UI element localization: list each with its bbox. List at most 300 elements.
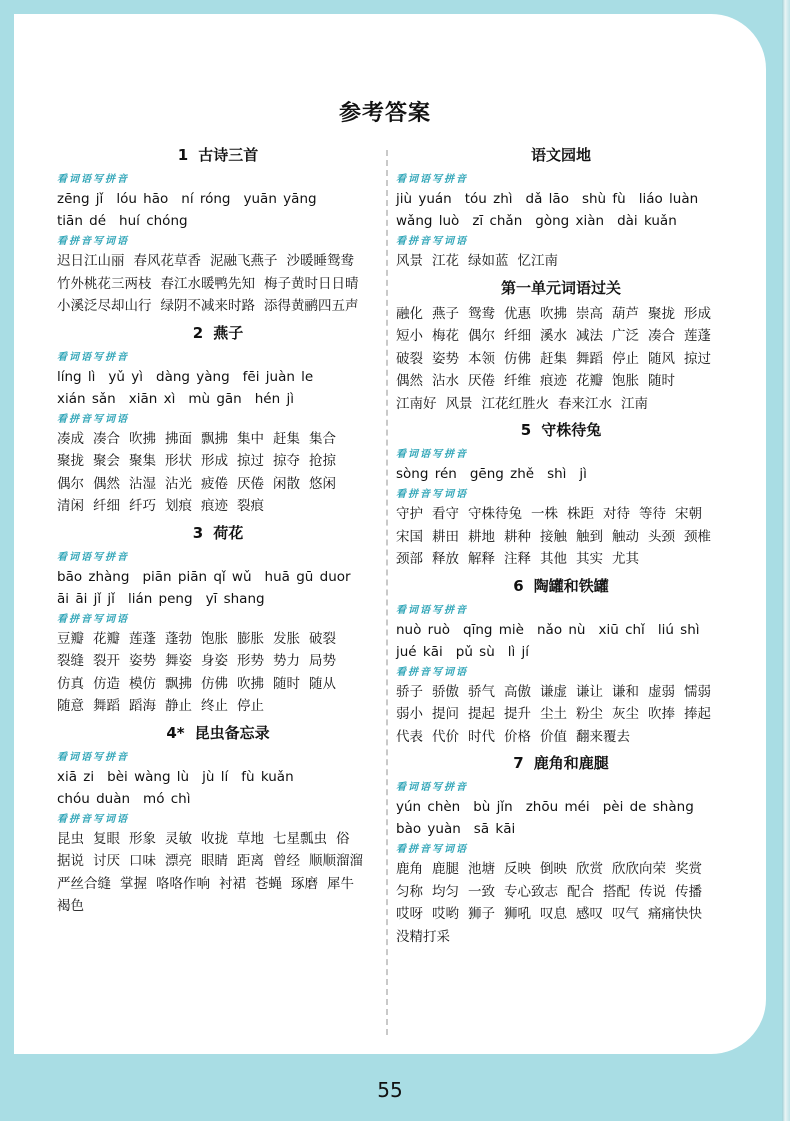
pinyin-item: shì	[547, 466, 567, 482]
word-item: 破裂	[309, 630, 336, 647]
pinyin-item: jiù yuán	[396, 191, 452, 207]
pinyin-item: qīng miè	[463, 621, 524, 638]
pinyin-item: bù jǐn	[473, 799, 513, 815]
word-item: 对待	[603, 506, 630, 522]
pinyin-item: xiā zi	[57, 768, 95, 785]
pinyin-item: bào yuàn	[396, 821, 461, 837]
word-item: 舞姿	[165, 653, 192, 669]
word-item: 终止	[201, 698, 228, 714]
word-item: 谦让	[576, 683, 603, 700]
word-item: 头颈	[648, 528, 675, 545]
word-item: 随意	[57, 698, 84, 714]
left-column	[57, 140, 379, 918]
word-item: 接触	[540, 528, 567, 545]
word-item: 耕田	[432, 528, 459, 545]
word-item: 触到	[576, 528, 603, 545]
word-item: 厌倦	[468, 373, 495, 389]
word-item: 膨胀	[237, 630, 264, 647]
word-item: 欣欣向荣	[612, 861, 666, 877]
word-item: 提问	[432, 706, 459, 722]
pinyin-answers	[396, 188, 726, 232]
word-item: 代表	[396, 728, 423, 745]
pinyin-answers	[57, 188, 379, 232]
pinyin-item: jué kāi	[396, 643, 443, 660]
word-item: 势力	[273, 653, 300, 669]
word-item: 配合	[567, 883, 594, 900]
word-item: 飘拂	[201, 430, 228, 447]
pinyin-item: gēng zhě	[469, 466, 535, 482]
section-number: 1	[177, 146, 189, 164]
word-item: 绿如蓝	[468, 253, 509, 269]
words-subheading: 看拼音写词语	[396, 489, 468, 500]
word-item: 骄子	[396, 683, 423, 700]
word-item: 搭配	[603, 883, 630, 900]
pinyin-subheading: 看词语写拼音	[57, 351, 129, 363]
word-item: 谦虚	[540, 683, 567, 700]
word-item: 偶尔	[468, 328, 495, 344]
pinyin-item: shù fù	[581, 191, 626, 207]
word-item: 沙暖睡鸳鸯	[286, 253, 354, 269]
word-item: 骄傲	[432, 683, 459, 700]
word-item: 翻来覆去	[576, 728, 630, 745]
pinyin-answers	[57, 566, 379, 610]
pinyin-item: chóu duàn	[57, 790, 131, 807]
section-name: 荷花	[213, 523, 244, 542]
word-item: 泥融飞燕子	[210, 253, 278, 269]
word-item: 抢掠	[309, 453, 336, 469]
word-item: 悠闲	[309, 475, 336, 492]
word-item: 形象	[129, 830, 156, 847]
word-item: 鹿腿	[432, 861, 459, 877]
word-item: 闲散	[273, 475, 300, 492]
word-item: 一致	[468, 883, 495, 900]
section-number: 5	[520, 421, 532, 439]
word-item: 拂面	[165, 430, 192, 447]
word-answers	[57, 250, 379, 318]
word-answers	[396, 503, 726, 571]
word-answers	[57, 828, 379, 918]
word-item: 粉尘	[576, 706, 603, 722]
word-item: 停止	[237, 698, 264, 714]
word-item: 反映	[504, 861, 531, 877]
word-item: 偶然	[396, 373, 423, 389]
pinyin-item: yuān yāng	[243, 191, 317, 207]
word-item: 形状	[165, 453, 192, 469]
word-item: 蓬勃	[165, 630, 192, 647]
word-item: 衬裙	[219, 875, 246, 892]
word-item: 仿佛	[504, 350, 531, 367]
word-item: 随时	[273, 675, 300, 692]
section-number: 6	[513, 576, 524, 595]
word-item: 仿造	[93, 675, 120, 692]
word-item: 局势	[309, 653, 336, 669]
section-title	[396, 571, 726, 601]
word-item: 裂缝	[57, 653, 84, 669]
pinyin-subheading: 看词语写拼音	[396, 449, 468, 460]
word-item: 狮子	[468, 906, 495, 922]
pinyin-subheading: 看词语写拼音	[396, 174, 468, 185]
word-item: 偶然	[93, 475, 120, 492]
word-item: 姿势	[432, 350, 459, 367]
word-answers	[396, 681, 726, 749]
pinyin-item: lóu hāo	[116, 191, 169, 207]
pinyin-item: yǔ yì	[108, 368, 143, 385]
pinyin-item: yī shang	[205, 590, 265, 607]
word-item: 注释	[504, 551, 531, 567]
word-item: 沾湿	[129, 475, 156, 492]
word-item: 崇高	[576, 305, 603, 322]
word-item: 纤细	[504, 328, 531, 344]
word-item: 哎哟	[432, 906, 459, 922]
word-item: 划痕	[165, 498, 192, 514]
pinyin-item: zhōu méi	[525, 799, 590, 815]
words-subheading: 看拼音写词语	[57, 236, 129, 247]
word-item: 凑合	[648, 328, 675, 344]
word-item: 江花	[432, 253, 459, 269]
word-item: 等待	[639, 506, 666, 522]
word-item: 偶尔	[57, 475, 84, 492]
words-subheading: 看拼音写词语	[57, 613, 129, 625]
section-name: 陶罐和铁罐	[533, 576, 609, 595]
pinyin-item: tiān dé	[57, 213, 107, 229]
pinyin-item: pèi de shàng	[602, 799, 694, 815]
pinyin-item: nuò ruò	[396, 621, 451, 638]
column-divider	[386, 150, 388, 1035]
pinyin-answers	[396, 619, 726, 663]
word-item: 春来江水	[558, 395, 612, 412]
pinyin-item: nǎo nù	[536, 621, 586, 638]
word-item: 口味	[129, 853, 156, 869]
word-item: 舞蹈	[93, 698, 120, 714]
word-item: 七星瓢虫	[273, 830, 327, 847]
word-item: 发胀	[273, 630, 300, 647]
words-subheading: 看拼音写词语	[57, 413, 129, 425]
word-item: 复眼	[93, 830, 120, 847]
word-item: 凑成	[57, 430, 84, 447]
word-item: 蹈海	[129, 698, 156, 714]
word-item: 收拢	[201, 830, 228, 847]
word-answers	[396, 250, 726, 273]
word-item: 形成	[201, 453, 228, 469]
section-title	[396, 140, 726, 170]
section-title	[396, 748, 726, 778]
word-item: 聚会	[93, 453, 120, 469]
word-answers	[57, 628, 379, 718]
pinyin-answers	[396, 463, 726, 485]
words-subheading: 看拼音写词语	[396, 666, 468, 678]
word-item: 眼睛	[201, 853, 228, 869]
word-item: 犀牛	[327, 875, 354, 892]
pinyin-item: bāo zhàng	[57, 568, 130, 585]
word-item: 宋朝	[675, 506, 702, 522]
word-item: 仿真	[57, 675, 84, 692]
section-name: 昆虫备忘录	[194, 723, 270, 742]
word-item: 裂痕	[237, 498, 264, 514]
pinyin-item: liú shì	[657, 621, 700, 638]
word-item: 感叹	[576, 906, 603, 922]
section-name: 鹿角和鹿腿	[533, 754, 609, 772]
word-item: 褐色	[57, 898, 84, 914]
word-item: 竹外桃花三两枝	[57, 275, 152, 292]
word-item: 随风	[648, 350, 675, 367]
word-item: 据说	[57, 853, 84, 869]
word-item: 提升	[504, 706, 531, 722]
section-title	[57, 318, 379, 348]
word-item: 春江水暖鸭先知	[160, 275, 255, 292]
pinyin-item: sòng rén	[396, 466, 457, 482]
word-item: 随时	[648, 373, 675, 389]
word-item: 梅子黄时日日晴	[264, 275, 359, 292]
section-name: 燕子	[213, 323, 244, 342]
word-item: 颈部	[396, 551, 423, 567]
word-item: 传说	[639, 883, 666, 900]
word-item: 琢磨	[291, 875, 318, 892]
word-item: 叹息	[540, 906, 567, 922]
word-item: 仿佛	[201, 675, 228, 692]
pinyin-subheading: 看词语写拼音	[57, 751, 129, 763]
word-item: 添得黄鹂四五声	[264, 298, 359, 314]
word-item: 捧起	[684, 706, 711, 722]
word-item: 俗	[336, 830, 350, 847]
pinyin-subheading: 看词语写拼音	[396, 782, 468, 793]
word-item: 漂亮	[165, 853, 192, 869]
word-item: 停止	[612, 350, 639, 367]
word-item: 沾光	[165, 475, 192, 492]
pinyin-item: sā kāi	[473, 821, 516, 837]
word-item: 看守	[432, 506, 459, 522]
words-subheading: 看拼音写词语	[396, 236, 468, 247]
word-item: 曾经	[273, 853, 300, 869]
word-item: 欣赏	[576, 861, 603, 877]
word-item: 纤细	[93, 498, 120, 514]
word-item: 厌倦	[237, 475, 264, 492]
word-item: 尘土	[540, 706, 567, 722]
word-item: 纤巧	[129, 498, 156, 514]
word-item: 融化	[396, 305, 423, 322]
word-item: 掠过	[237, 453, 264, 469]
pinyin-subheading: 看词语写拼音	[57, 551, 129, 563]
pinyin-answers	[396, 796, 726, 840]
word-item: 凑合	[93, 430, 120, 447]
word-item: 苍蝇	[255, 875, 282, 892]
word-answers	[396, 858, 726, 948]
pinyin-item: lián peng	[127, 590, 193, 607]
word-item: 懦弱	[684, 683, 711, 700]
pinyin-item: āi āi jǐ jǐ	[57, 590, 115, 607]
pinyin-item: zī chǎn	[472, 213, 523, 229]
word-item: 裂开	[93, 653, 120, 669]
word-item: 减法	[576, 328, 603, 344]
word-item: 没精打采	[396, 928, 450, 945]
word-item: 颈椎	[684, 528, 711, 545]
pinyin-answers	[57, 766, 379, 810]
word-item: 池塘	[468, 861, 495, 877]
word-item: 掠夺	[273, 453, 300, 469]
section-name: 古诗三首	[198, 146, 259, 164]
pinyin-item: líng lì	[57, 368, 96, 385]
word-item: 掌握	[120, 875, 147, 892]
word-item: 高傲	[504, 683, 531, 700]
word-item: 广泛	[612, 328, 639, 344]
word-item: 风景	[445, 395, 473, 412]
pinyin-item: mó chì	[143, 790, 191, 807]
word-item: 忆江南	[517, 253, 558, 269]
pinyin-subheading: 看词语写拼音	[396, 604, 468, 616]
section-title	[57, 518, 379, 548]
word-item: 飘拂	[165, 675, 192, 692]
word-item: 耕种	[504, 528, 531, 545]
word-item: 代价	[432, 728, 459, 745]
word-item: 吹捧	[648, 706, 675, 722]
word-item: 尤其	[612, 551, 639, 567]
word-item: 豆瓣	[57, 630, 84, 647]
word-item: 时代	[468, 728, 495, 745]
word-item: 赶集	[540, 350, 567, 367]
pinyin-item: xiān xì	[128, 390, 176, 407]
word-item: 破裂	[396, 350, 423, 367]
pinyin-item: pǔ sù	[455, 643, 495, 660]
section-number: 2	[192, 323, 204, 342]
word-item: 短小	[396, 328, 423, 344]
word-item: 狮吼	[504, 906, 531, 922]
word-item: 咯咯作响	[156, 875, 210, 892]
pinyin-item: fēi juàn le	[242, 368, 314, 385]
pinyin-item: piān piān qǐ wǔ	[142, 568, 252, 585]
section-name: 守株待兔	[541, 421, 602, 439]
word-item: 形成	[684, 305, 711, 322]
pinyin-item: dàng yàng	[156, 368, 230, 385]
pinyin-item: xiū chǐ	[598, 621, 645, 638]
word-item: 传播	[675, 883, 702, 900]
section-title	[396, 273, 726, 303]
word-item: 静止	[165, 698, 192, 714]
word-item: 优惠	[504, 305, 531, 322]
word-item: 株距	[567, 506, 594, 522]
word-item: 舞蹈	[576, 350, 603, 367]
word-item: 溪水	[540, 328, 567, 344]
pinyin-item: fù kuǎn	[241, 768, 294, 785]
word-item: 其实	[576, 551, 603, 567]
section-name: 第一单元词语过关	[500, 278, 621, 297]
word-item: 匀称	[396, 883, 423, 900]
word-item: 赶集	[273, 430, 300, 447]
pinyin-item: liáo luàn	[638, 191, 699, 207]
section-name: 语文园地	[530, 146, 591, 164]
word-item: 清闲	[57, 498, 84, 514]
word-item: 花瓣	[93, 630, 120, 647]
word-item: 骄气	[468, 683, 495, 700]
word-item: 姿势	[129, 653, 156, 669]
pinyin-item: gòng xiàn	[535, 213, 605, 229]
word-item: 掠过	[684, 350, 711, 367]
word-item: 虚弱	[648, 683, 675, 700]
word-item: 饱胀	[201, 630, 228, 647]
pinyin-item: yún chèn	[396, 799, 461, 815]
word-item: 解释	[468, 551, 495, 567]
word-item: 顺顺溜溜	[309, 853, 363, 869]
word-item: 疲倦	[201, 475, 228, 492]
word-item: 专心致志	[504, 883, 558, 900]
word-item: 草地	[237, 830, 264, 847]
pinyin-answers	[57, 366, 379, 410]
pinyin-item: zēng jǐ	[57, 191, 104, 207]
word-item: 奖赏	[675, 861, 702, 877]
word-item: 严丝合缝	[57, 875, 111, 892]
word-item: 本领	[468, 350, 495, 367]
word-item: 宋国	[396, 528, 423, 545]
word-item: 鹿角	[396, 861, 423, 877]
word-item: 江花红胜火	[481, 395, 549, 412]
word-item: 风景	[396, 253, 423, 269]
page-title: 参考答案	[338, 100, 431, 126]
pinyin-item: jì	[579, 466, 587, 482]
word-item: 倒映	[540, 861, 567, 877]
word-item: 距离	[237, 853, 264, 869]
pinyin-item: huí chóng	[119, 213, 188, 229]
word-item: 江南好	[396, 395, 437, 412]
pinyin-subheading: 看词语写拼音	[57, 174, 129, 185]
word-item: 讨厌	[93, 853, 120, 869]
word-item: 吹拂	[237, 675, 264, 692]
pinyin-item: hén jì	[254, 390, 294, 407]
word-item: 随从	[309, 675, 336, 692]
word-answers	[57, 428, 379, 518]
word-item: 花瓣	[576, 373, 603, 389]
pinyin-item: mù gān	[188, 390, 242, 407]
word-item: 迟日江山丽	[57, 253, 125, 269]
section-number: 4*	[166, 723, 185, 742]
word-item: 聚拢	[648, 305, 675, 322]
pinyin-item: jù lí	[202, 768, 229, 785]
word-item: 沾水	[432, 373, 459, 389]
section-number: 3	[192, 523, 204, 542]
word-item: 身姿	[201, 653, 228, 669]
word-item: 梅花	[432, 328, 459, 344]
word-item: 哎呀	[396, 906, 423, 922]
word-answers	[396, 303, 726, 416]
pinyin-item: bèi wàng lù	[107, 768, 190, 785]
page-number: 55	[377, 1078, 403, 1102]
word-item: 纤维	[504, 373, 531, 389]
section-number: 7	[513, 754, 524, 772]
word-item: 绿阴不减来时路	[160, 298, 255, 314]
word-item: 触动	[612, 528, 639, 545]
word-item: 集中	[237, 430, 264, 447]
pinyin-item: lì jí	[507, 643, 530, 660]
word-item: 吹拂	[129, 430, 156, 447]
word-item: 鸳鸯	[468, 305, 495, 322]
word-item: 灵敏	[165, 830, 192, 847]
pinyin-item: dǎ lāo	[525, 191, 569, 207]
word-item: 小溪泛尽却山行	[57, 298, 152, 314]
word-item: 释放	[432, 551, 459, 567]
word-item: 饱胀	[612, 373, 639, 389]
word-item: 价格	[504, 728, 531, 745]
word-item: 叹气	[612, 906, 639, 922]
right-column	[396, 140, 726, 948]
word-item: 守护	[396, 506, 423, 522]
word-item: 一株	[531, 506, 558, 522]
word-item: 聚拢	[57, 453, 84, 469]
word-item: 谦和	[612, 683, 639, 700]
word-item: 吹拂	[540, 305, 567, 322]
pinyin-item: wǎng luò	[396, 213, 460, 229]
word-item: 提起	[468, 706, 495, 722]
word-item: 痛痛快快	[648, 906, 702, 922]
word-item: 痕迹	[201, 498, 228, 514]
word-item: 春风花草香	[133, 253, 201, 269]
section-title	[57, 140, 379, 170]
